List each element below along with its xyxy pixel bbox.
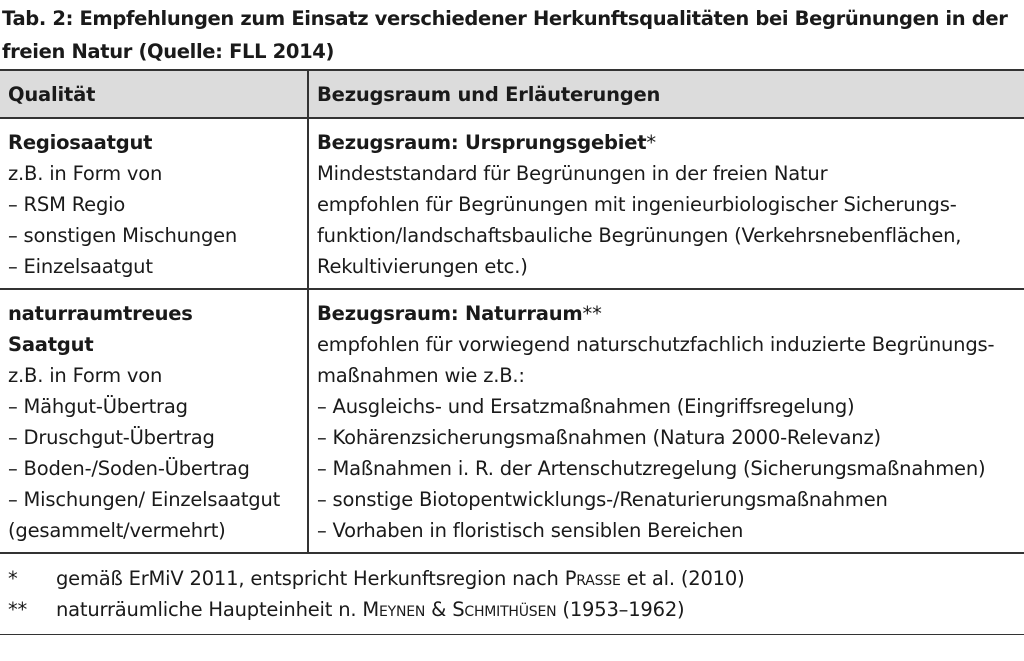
cell-quality-regiosaatgut [0, 118, 308, 289]
quality-line: – Boden-/Soden-Übertrag [8, 457, 250, 480]
footnote-mark: * [8, 567, 18, 590]
quality-line: – sonstigen Mischungen [8, 224, 238, 247]
quality-title: naturraumtreues [8, 302, 193, 325]
footnote-author: Prasse [564, 567, 621, 590]
footnote [0, 594, 1024, 625]
explanation-line: empfohlen für Begrünungen mit ingenieurbiologischer Sicherungs- [317, 193, 957, 216]
header-bezugsraum: Bezugsraum und Erläuterungen [308, 70, 1024, 118]
footnote-text-post: (1953–1962) [556, 598, 685, 621]
quality-line: z.B. in Form von [8, 364, 163, 387]
explanation-line: – Ausgleichs- und Ersatzmaßnahmen (Eingriffsregelung) [317, 395, 855, 418]
footnote [0, 563, 1024, 594]
footnote-text [56, 594, 684, 625]
explanation-line: empfohlen für vorwiegend naturschutzfachlich induzierte Begrünungs- [317, 333, 995, 356]
cell-quality-naturraumtreues [0, 289, 308, 553]
explanation-line: funktion/landschaftsbauliche Begrünungen (Verkehrsnebenflächen, [317, 224, 962, 247]
cell-explanation-ursprungsgebiet [308, 118, 1024, 289]
explanation-line: Mindeststandard für Begrünungen in der freien Natur [317, 162, 828, 185]
quality-title: Regiosaatgut [8, 131, 153, 154]
cell-explanation-naturraum [308, 289, 1024, 553]
footnote-marker: ** [582, 302, 602, 325]
quality-line: – Einzelsaatgut [8, 255, 153, 278]
bottom-rule [0, 634, 1024, 635]
footnote-author: Meynen & Schmithüsen [362, 598, 557, 621]
explanation-line: Rekultivierungen etc.) [317, 255, 528, 278]
recommendations-table [0, 69, 1024, 554]
header-qualitaet: Qualität [0, 70, 308, 118]
quality-line: (gesammelt/vermehrt) [8, 519, 226, 542]
table-row [0, 289, 1024, 553]
explanation-title: Bezugsraum: Naturraum [317, 302, 583, 325]
quality-line: – Mähgut-Übertrag [8, 395, 188, 418]
quality-line: – Druschgut-Übertrag [8, 426, 215, 449]
explanation-title: Bezugsraum: Ursprungsgebiet [317, 131, 647, 154]
footnote-marker: * [646, 131, 656, 154]
footnotes [0, 560, 1024, 625]
footnote-text [56, 563, 745, 594]
explanation-line: – Maßnahmen i. R. der Artenschutzregelung (Sicherungsmaßnahmen) [317, 457, 986, 480]
footnote-text-pre: naturräumliche Haupteinheit n. [56, 598, 363, 621]
explanation-title-line [317, 298, 1016, 329]
footnote-text-post: et al. (2010) [620, 567, 745, 590]
explanation-title-line [317, 127, 1016, 158]
explanation-line: – Vorhaben in floristisch sensiblen Bereichen [317, 519, 744, 542]
table-caption: Tab. 2: Empfehlungen zum Einsatz verschiedener Herkunftsqualitäten bei Begrünungen in der freien Natur (Quelle: FLL 2014) [2, 7, 1008, 63]
table-row [0, 118, 1024, 289]
explanation-line: – Kohärenzsicherungsmaßnahmen (Natura 2000-Relevanz) [317, 426, 881, 449]
quality-title: Saatgut [8, 333, 94, 356]
quality-line: – RSM Regio [8, 193, 126, 216]
table-header-row [0, 70, 1024, 118]
quality-line: – Mischungen/ Einzelsaatgut [8, 488, 281, 511]
footnote-text-pre: gemäß ErMiV 2011, entspricht Herkunftsregion nach [56, 567, 565, 590]
explanation-line: – sonstige Biotopentwicklungs-/Renaturierungsmaßnahmen [317, 488, 888, 511]
quality-line: z.B. in Form von [8, 162, 163, 185]
footnote-mark: ** [8, 598, 28, 621]
explanation-line: maßnahmen wie z.B.: [317, 364, 525, 387]
